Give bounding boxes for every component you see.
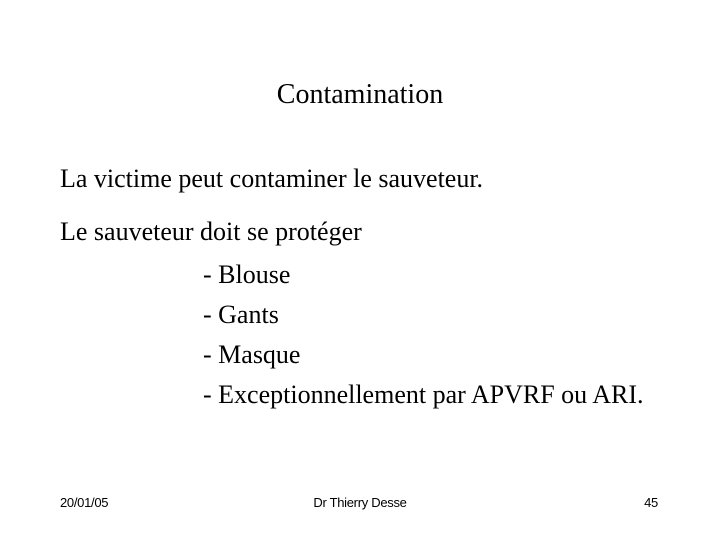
footer-author: Dr Thierry Desse <box>313 495 407 510</box>
slide-title: Contamination <box>276 79 444 110</box>
list-item-gants: - Gants <box>203 300 279 329</box>
body-text-line-2: Le sauveteur doit se protéger <box>60 217 362 246</box>
body-text-line-1: La victime peut contaminer le sauveteur. <box>60 164 484 193</box>
list-item-apvrf-ari: - Exceptionnellement par APVRF ou ARI. <box>203 380 644 409</box>
protection-list <box>203 255 644 415</box>
list-item-masque: - Masque <box>203 340 301 369</box>
page-number: 45 <box>644 495 658 510</box>
footer-date: 20/01/05 <box>60 495 109 510</box>
list-item-blouse: - Blouse <box>203 260 291 289</box>
